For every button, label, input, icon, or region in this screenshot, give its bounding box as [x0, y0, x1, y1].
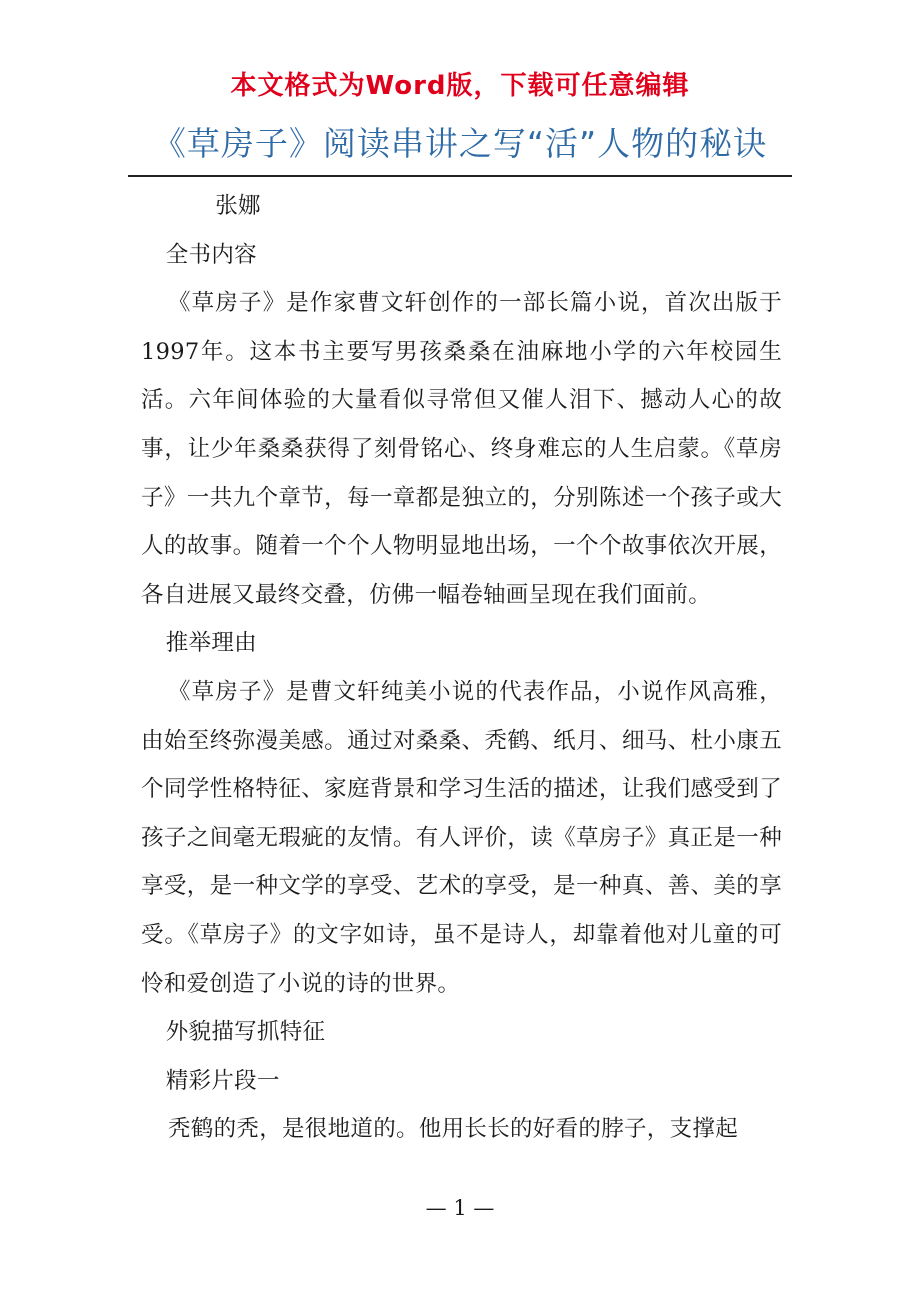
- title-divider: [128, 175, 792, 177]
- section-heading-excerpt-one: 精彩片段一: [165, 1067, 280, 1094]
- download-notice: 本文格式为Word版，下载可任意编辑: [230, 71, 690, 101]
- article-body: [141, 182, 782, 1154]
- page-number: — 1 —: [425, 1196, 495, 1220]
- section-heading-reason: 推举理由: [165, 630, 257, 657]
- paragraph-content: 《草房子》是作家曹文轩创作的一部长篇小说，首次出版于1997年。这本书主要写男孩桑桑在油麻地小学的六年校园生活。六年间体验的大量看似寻常但又催人泪下、撼动人心的故事，让少年桑桑获得了刻骨铭心、终身难忘的人生启蒙。《草房子》一共九个章节，每一章都是独立的，分别陈述一个孩子或大人的故事。随着一个个人物明显地出场，一个个故事依次开展，各自进展又最终交叠，仿佛一幅卷轴画呈现在我们面前。: [141, 290, 782, 608]
- page-title: 《草房子》阅读串讲之写“活”人物的秘诀: [152, 124, 768, 163]
- paragraph-excerpt-one: 秃鹤的秃，是很地道的。他用长长的好看的脖子，支撑起: [168, 1116, 739, 1143]
- section-heading-appearance: 外貌描写抓特征: [165, 1019, 326, 1046]
- section-heading-content: 全书内容: [165, 241, 257, 268]
- paragraph-reason: 《草房子》是曹文轩纯美小说的代表作品，小说作风高雅，由始至终弥漫美感。通过对桑桑、秃鹤、纸月、细马、杜小康五个同学性格特征、家庭背景和学习生活的描述，让我们感受到了孩子之间毫无瑕疵的友情。有人评价，读《草房子》真正是一种享受，是一种文学的享受、艺术的享受，是一种真、善、美的享受。《草房子》的文字如诗，虽不是诗人，却靠着他对儿童的可怜和爱创造了小说的诗的世界。: [141, 678, 782, 997]
- author-name: 张娜: [215, 193, 261, 219]
